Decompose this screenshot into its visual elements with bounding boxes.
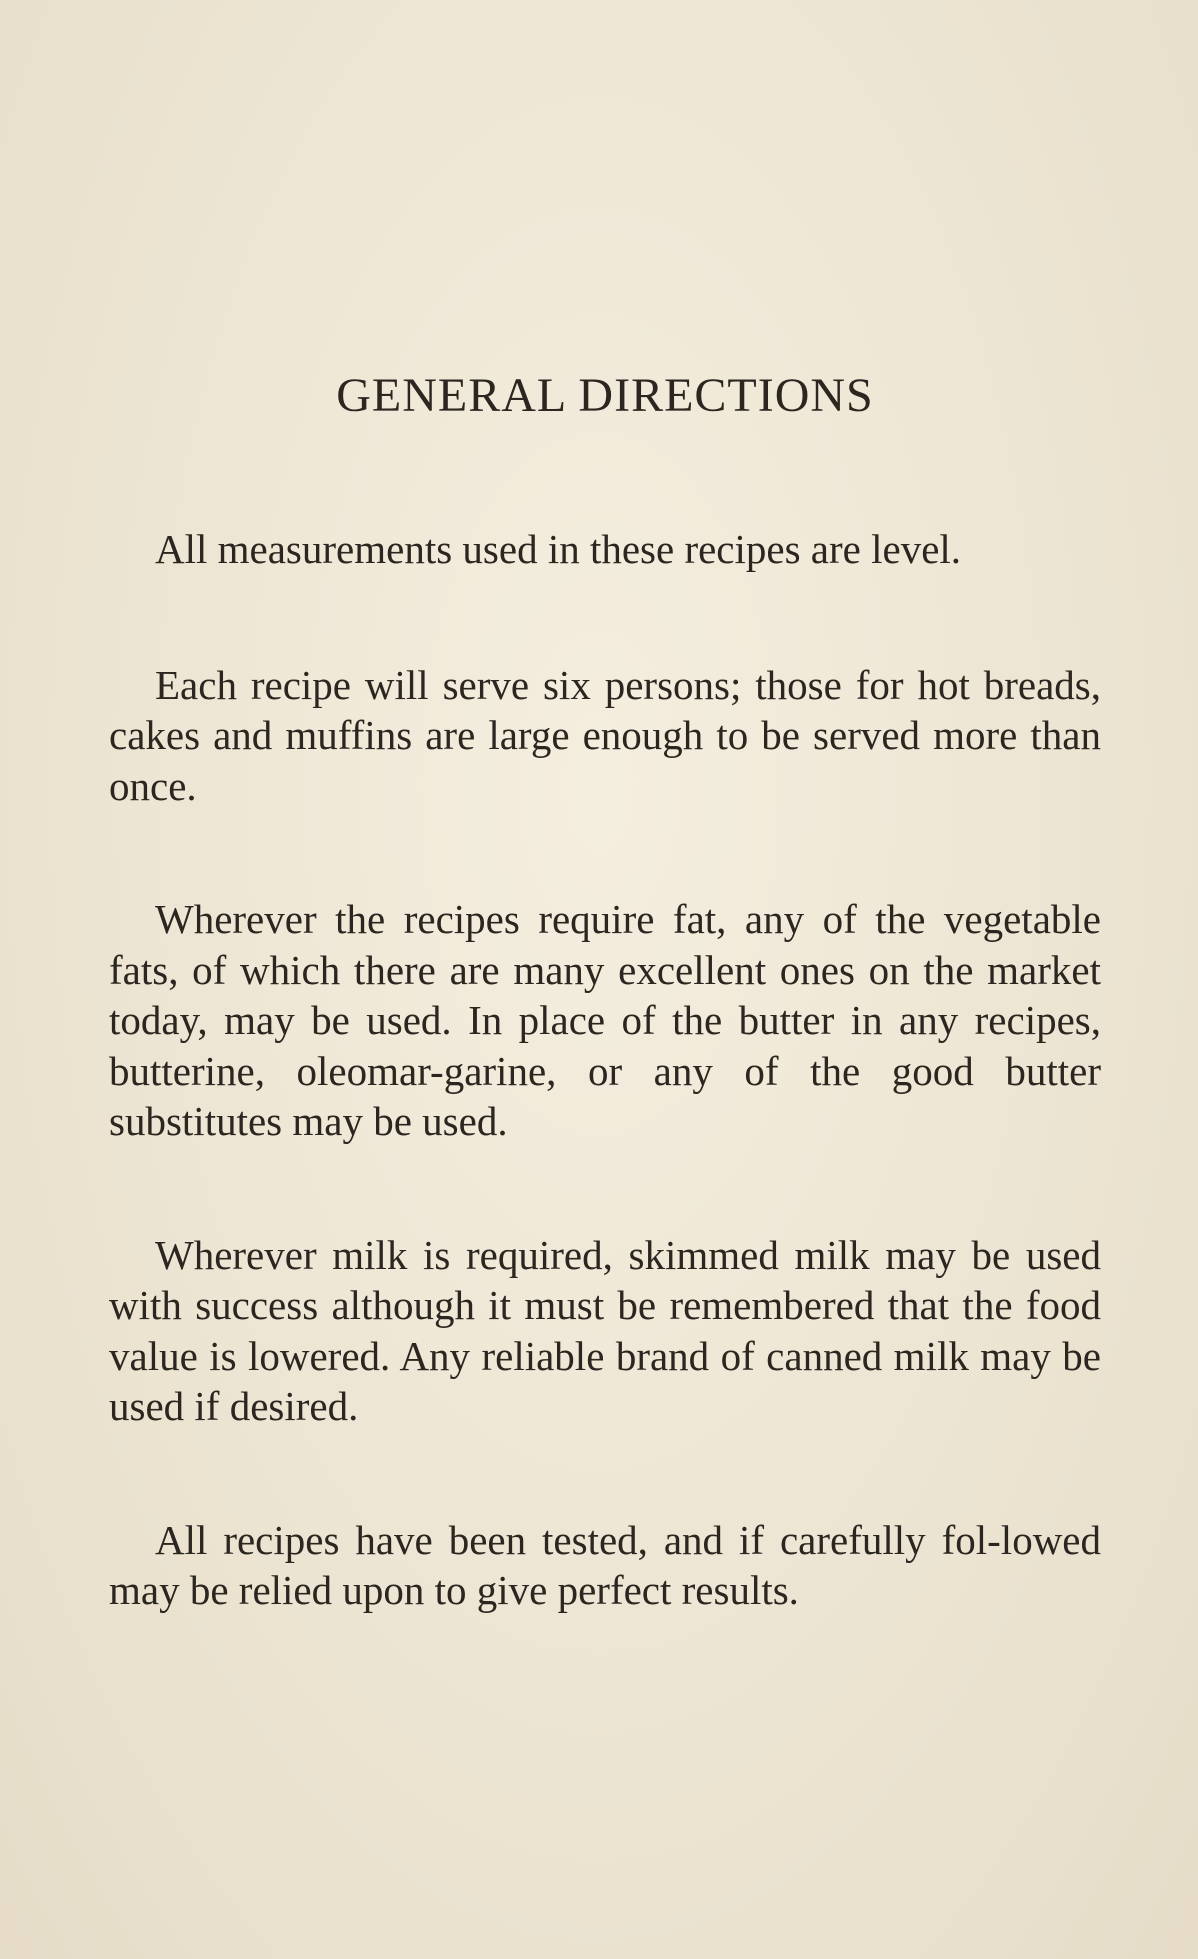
paragraph-fats: Wherever the recipes require fat, any of the vegetable fats, of which there are many excellent ones on the market today, may be used. In place of the butter in any recipes, butterine, oleomar-garine, or any of the good butter substitutes may be used. xyxy=(109,896,1101,1144)
page-title: GENERAL DIRECTIONS xyxy=(336,369,874,422)
paragraph-testing: All recipes have been tested, and if carefully fol-lowed may be relied upon to give perfect results. xyxy=(109,1516,1101,1613)
paragraph-milk: Wherever milk is required, skimmed milk may be used with success although it must be remembered that the food value is lowered. Any reliable brand of canned milk may be used if desired. xyxy=(109,1231,1101,1429)
paragraph-measurements: All measurements used in these recipes are level. xyxy=(155,526,962,572)
paragraph-servings: Each recipe will serve six persons; those for hot breads, cakes and muffins are large enough to be served more than once. xyxy=(109,661,1101,809)
page-content xyxy=(109,368,1101,1699)
